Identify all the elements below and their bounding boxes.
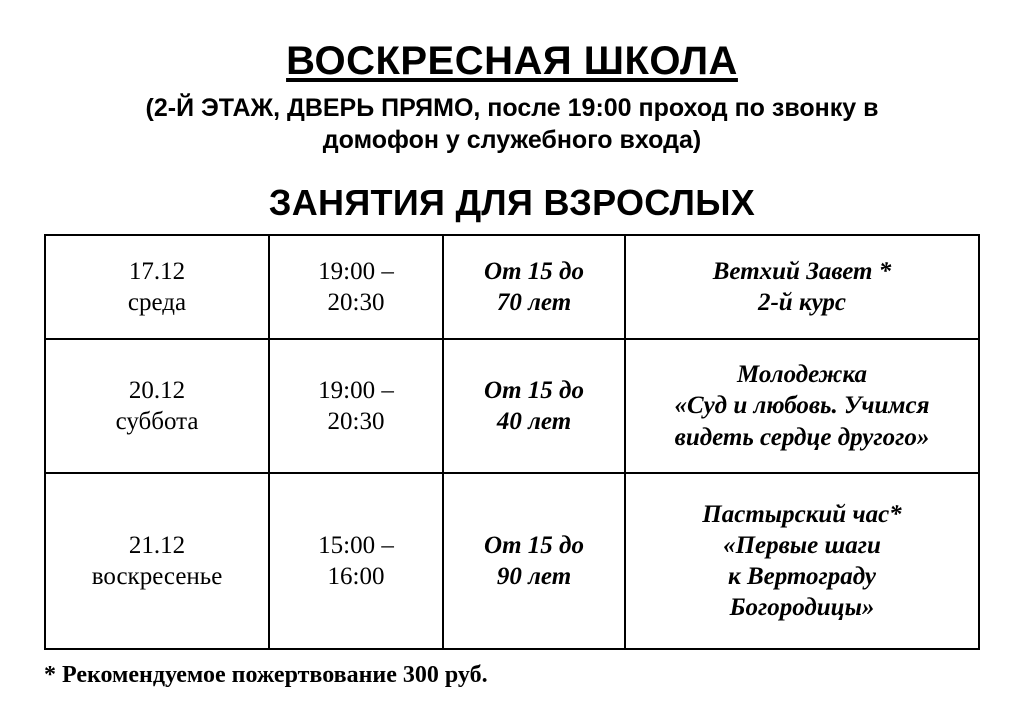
weekday-value: среда [127,289,187,316]
cell-age [443,235,625,339]
table-row [45,473,979,649]
date-value: 20.12 [128,376,186,404]
page-title: ВОСКРЕСНАЯ ШКОЛА [286,39,738,83]
schedule-table-wrapper [0,234,1024,650]
age-line-1: От 15 до [484,376,584,404]
cell-age [443,473,625,649]
date-value: 21.12 [128,531,186,559]
cell-topic [625,339,979,473]
cell-time [269,235,443,339]
topic-line-1: Пастырский час* [702,500,902,528]
time-start: 19:00 – [318,257,394,285]
age-line-2: 40 лет [496,408,572,435]
page-subtitle [72,92,952,156]
time-end: 20:30 [327,408,385,435]
date-value: 17.12 [128,257,186,285]
table-row [45,339,979,473]
weekday-value: воскресенье [91,563,223,590]
topic-line-2: 2-й курс [757,289,846,316]
age-line-2: 90 лет [496,563,572,590]
schedule-table [44,234,980,650]
cell-date [45,235,269,339]
cell-date [45,473,269,649]
cell-age [443,339,625,473]
cell-time [269,339,443,473]
time-end: 20:30 [327,289,385,316]
cell-date [45,339,269,473]
age-line-2: 70 лет [496,289,572,316]
poster-header [0,0,1024,224]
topic-line-1: Молодежка [737,361,867,389]
subtitle-line-1: (2-Й ЭТАЖ, ДВЕРЬ ПРЯМО, после 19:00 проход по звонку в [145,94,879,122]
time-start: 15:00 – [318,531,394,559]
topic-line-1: Ветхий Завет * [712,257,892,285]
topic-line-2: «Суд и любовь. Учимся [674,392,930,420]
cell-topic [625,473,979,649]
time-start: 19:00 – [318,376,394,404]
topic-line-3: к Вертограду [728,563,876,590]
age-line-1: От 15 до [484,257,584,285]
topic-line-2: «Первые шаги [723,531,881,559]
cell-topic [625,235,979,339]
subtitle-line-2: домофон у служебного входа) [322,126,702,154]
topic-line-3: видеть сердце другого» [674,423,930,451]
weekday-value: суббота [115,408,199,435]
table-row [45,235,979,339]
time-end: 16:00 [327,563,385,590]
topic-line-4: Богородицы» [729,594,875,622]
cell-time [269,473,443,649]
section-title: ЗАНЯТИЯ ДЛЯ ВЗРОСЛЫХ [268,182,756,223]
footnote: * Рекомендуемое пожертвование 300 руб. [44,662,488,688]
age-line-1: От 15 до [484,531,584,559]
